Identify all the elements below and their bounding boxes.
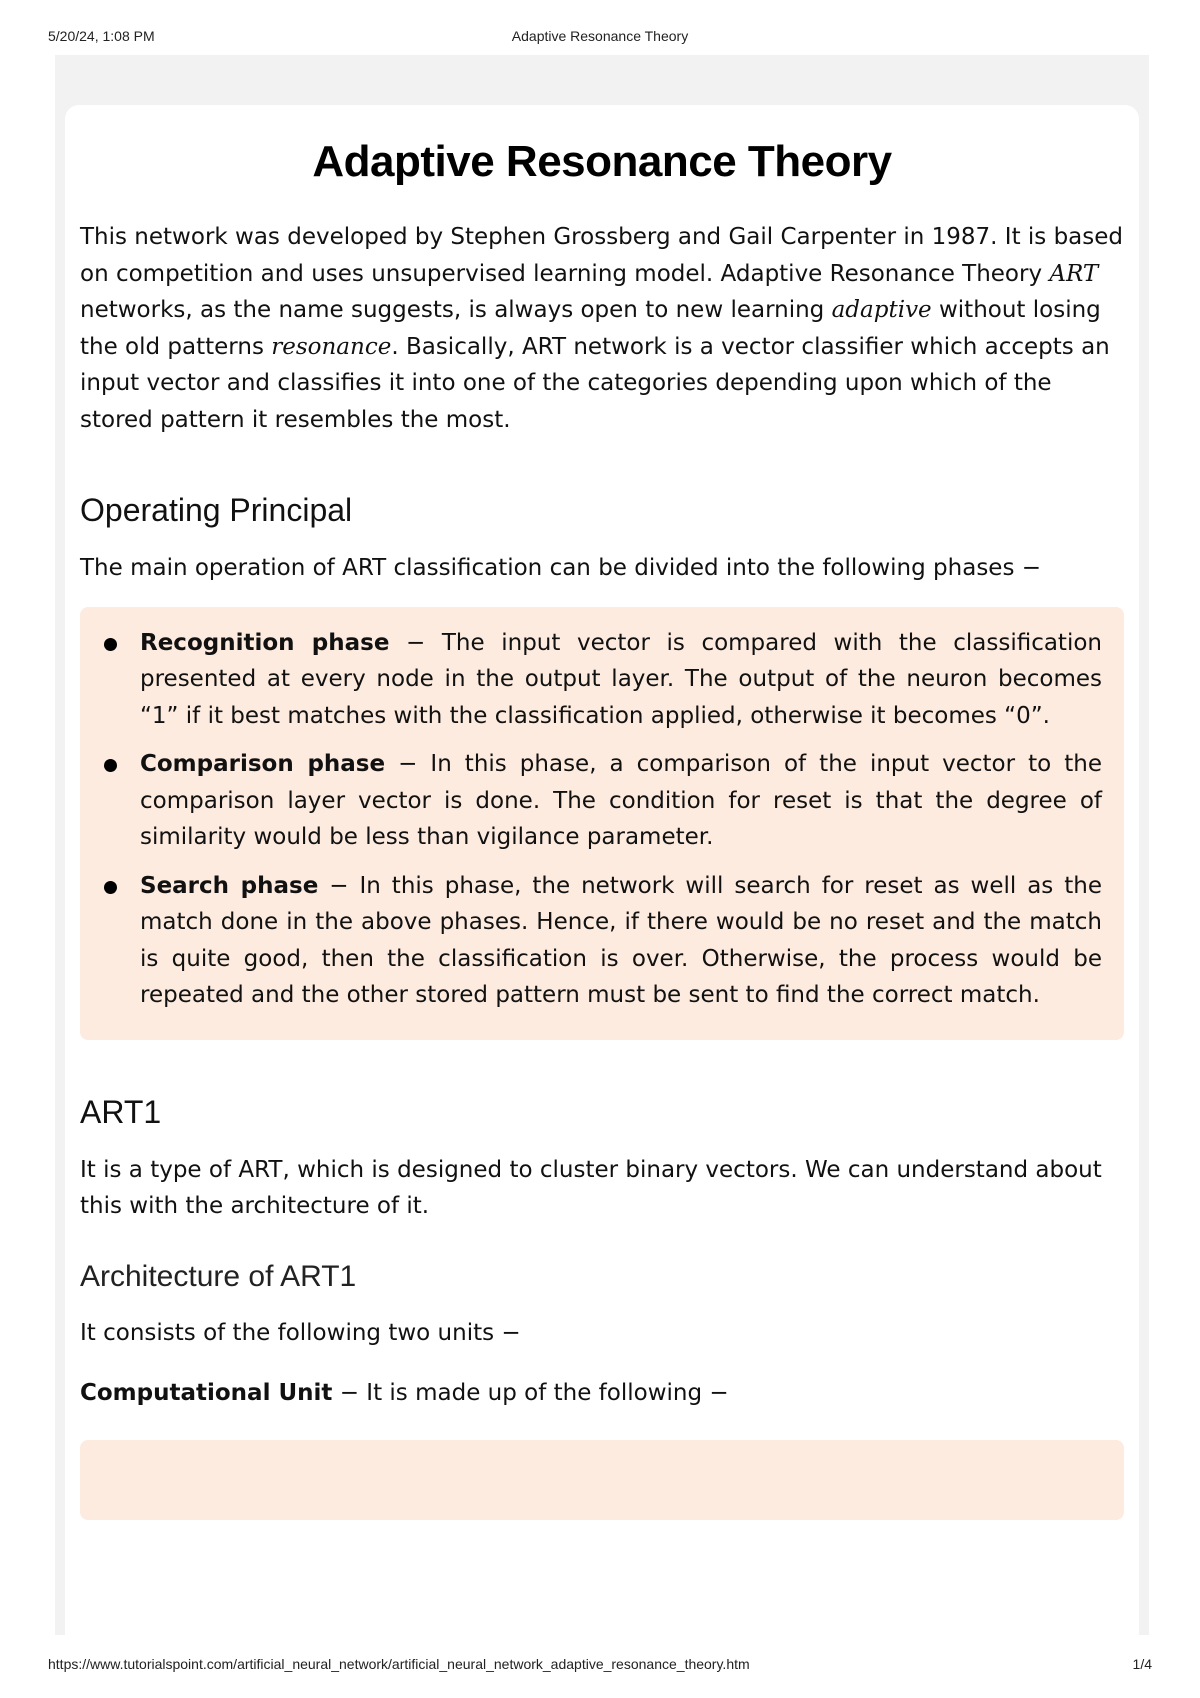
intro-text-3: without losing the old patterns xyxy=(80,297,1101,360)
math-art: ART xyxy=(1049,260,1099,287)
art1-heading: ART1 xyxy=(80,1093,162,1130)
print-page-number: 1/4 xyxy=(1132,1656,1152,1672)
computational-unit-text: − It is made up of the following − xyxy=(332,1380,729,1406)
math-resonance: resonance xyxy=(271,333,392,360)
phase-text: − In this phase, the network will search for reset as well as the match done in the above phases. Hence, if there would be no reset and the match is quite good, then the classification is over. Otherwise, the process would be repeated and the other stored pattern must be sent to find the correct match. xyxy=(140,872,1102,1008)
phase-name: Recognition phase xyxy=(140,629,390,656)
bullet-icon xyxy=(104,759,117,772)
print-url: https://www.tutorialspoint.com/artificial_neural_network/artificial_neural_network_adaptive_resonance_theory.htm xyxy=(48,1656,750,1672)
print-doc-title: Adaptive Resonance Theory xyxy=(511,28,689,44)
print-datetime: 5/20/24, 1:08 PM xyxy=(48,28,155,44)
list-item-recognition-phase xyxy=(102,625,1102,735)
computational-unit-label: Computational Unit xyxy=(80,1380,333,1406)
architecture-heading: Architecture of ART1 xyxy=(80,1259,357,1293)
computational-unit-box xyxy=(80,1440,1124,1520)
print-footer xyxy=(0,1656,1200,1676)
operating-principal-heading: Operating Principal xyxy=(80,492,353,528)
phase-text: − The input vector is compared with the classification presented at every node in the output layer. The output of the neuron becomes “1” if it best matches with the classification applied, otherwise it becomes “0”. xyxy=(140,629,1102,729)
computational-unit-paragraph xyxy=(80,1375,1124,1412)
page-title: Adaptive Resonance Theory xyxy=(312,137,892,186)
list-item-comparison-phase xyxy=(102,746,1102,856)
print-header xyxy=(0,28,1200,48)
page-frame xyxy=(55,55,1149,1635)
art1-paragraph: It is a type of ART, which is designed to cluster binary vectors. We can understand about this with the architecture of it. xyxy=(80,1156,1102,1219)
phase-name: Search phase xyxy=(140,872,319,899)
bullet-icon xyxy=(104,638,117,651)
bullet-icon xyxy=(104,881,117,894)
operating-lead: The main operation of ART classification can be divided into the following phases − xyxy=(80,555,1042,581)
phase-text: − In this phase, a comparison of the input vector to the comparison layer vector is done. The condition for reset is that the degree of similarity would be less than vigilance parameter. xyxy=(140,751,1102,850)
intro-text-4: . Basically, ART network is a vector classifier which accepts an input vector and classifies it into one of the categories depending upon which of the stored pattern it resembles the most. xyxy=(80,333,1110,433)
phase-name: Comparison phase xyxy=(140,751,386,777)
intro-text-1: This network was developed by Stephen Grossberg and Gail Carpenter in 1987. It is based on competition and uses unsupervised learning model. Adaptive Resonance Theory xyxy=(80,224,1124,287)
intro-text-2: networks, as the name suggests, is always open to new learning xyxy=(80,297,832,323)
architecture-lead: It consists of the following two units − xyxy=(80,1319,521,1346)
math-adaptive: adaptive xyxy=(831,297,932,323)
intro-paragraph xyxy=(80,219,1124,438)
phases-box xyxy=(80,607,1124,1040)
phases-list xyxy=(102,625,1102,1014)
list-item-search-phase xyxy=(102,868,1102,1014)
article-card xyxy=(65,105,1139,1635)
